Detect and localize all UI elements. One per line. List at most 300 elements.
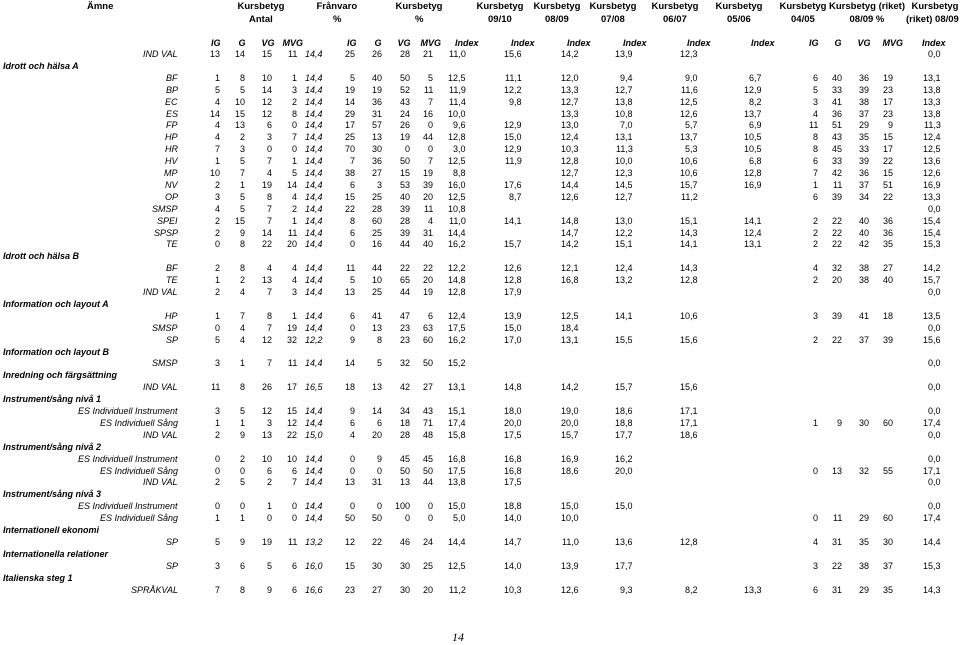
header-row3-cell: IG — [347, 38, 357, 48]
row-label: HP — [165, 310, 178, 321]
header-row3-cell: MVG — [420, 38, 442, 48]
table-cell: 7 — [267, 156, 273, 167]
table-cell: 41 — [832, 96, 843, 107]
table-cell: 6 — [813, 156, 819, 167]
row-label: HP — [165, 132, 178, 143]
table-cell: 4 — [215, 203, 221, 214]
table-cell: 9 — [837, 417, 843, 428]
table-cell: 19 — [883, 72, 894, 83]
table-cell: 8 — [240, 382, 246, 393]
table-cell: 10 — [287, 453, 298, 464]
table-cell: 8 — [813, 144, 819, 155]
table-cell: 28 — [400, 215, 411, 226]
table-cell: 13,1 — [448, 382, 466, 393]
table-cell: 25 — [345, 132, 356, 143]
table-cell: 11 — [211, 382, 221, 393]
table-cell: 14 — [262, 227, 273, 238]
table-cell: 12,0 — [561, 72, 579, 83]
table-cell: 0 — [215, 322, 221, 333]
table-cell: 55 — [883, 465, 894, 476]
table-cell: 15,0 — [504, 322, 522, 333]
table-cell: 15,1 — [615, 239, 633, 250]
table-cell: 9 — [240, 227, 246, 238]
table-cell: 30 — [859, 417, 870, 428]
row-label: IND VAL — [143, 477, 178, 488]
table-cell: 8,2 — [685, 584, 698, 595]
table-cell: 7 — [215, 144, 221, 155]
header-row2-cell: 07/08 — [601, 14, 625, 25]
row-label: BF — [166, 263, 178, 274]
table-cell: 60 — [423, 334, 434, 345]
table-cell: 5 — [240, 156, 246, 167]
header-row2-cell: Antal — [249, 14, 273, 25]
table-cell: 32 — [832, 263, 843, 274]
table-cell: 6 — [428, 310, 434, 321]
table-cell: 4 — [350, 429, 356, 440]
table-cell: 12,5 — [448, 72, 466, 83]
table-cell: 7 — [292, 477, 298, 488]
table-cell: 9 — [240, 536, 246, 547]
table-cell: 14,4 — [305, 287, 323, 297]
table-cell: 13,3 — [923, 96, 941, 107]
table-cell: 13,1 — [615, 132, 633, 143]
table-cell: 13 — [262, 429, 273, 440]
table-cell: 0,0 — [928, 203, 941, 214]
table-cell: 14,4 — [448, 536, 466, 547]
table-cell: 0 — [813, 465, 819, 476]
table-cell: 0,0 — [928, 453, 941, 464]
header-row3-cell: VG — [857, 38, 871, 48]
section-heading: Idrott och hälsa B — [3, 251, 80, 262]
table-cell: 0,0 — [928, 406, 941, 416]
table-cell: 7 — [428, 96, 434, 107]
table-cell: 0,0 — [928, 287, 941, 297]
table-cell: 14 — [345, 96, 356, 107]
section-heading: Internationell ekonomi — [3, 525, 100, 535]
table-cell: 7 — [350, 156, 356, 167]
table-cell: 7 — [215, 584, 221, 595]
table-cell: 2 — [215, 227, 221, 238]
table-cell: 12,6 — [680, 108, 698, 119]
table-cell: 18,6 — [615, 406, 633, 416]
table-cell: 12,8 — [680, 536, 698, 547]
table-cell: 10 — [262, 453, 273, 464]
table-cell: 13,8 — [923, 84, 941, 95]
table-cell: 22 — [400, 263, 411, 274]
table-cell: 40 — [423, 239, 434, 250]
table-cell: 13 — [210, 49, 221, 59]
table-cell: 57 — [372, 120, 383, 131]
table-cell: 9,4 — [620, 72, 633, 83]
table-cell: 5 — [215, 334, 221, 345]
table-cell: 39 — [883, 334, 894, 345]
table-cell: 14,1 — [615, 310, 633, 321]
table-cell: 11,2 — [681, 191, 698, 202]
table-cell: 14,0 — [504, 513, 522, 524]
table-cell: 9,0 — [685, 72, 698, 83]
section-heading: Inredning och färgsättning — [3, 370, 117, 381]
table-cell: 12,6 — [561, 584, 579, 595]
table-cell: 6 — [267, 120, 273, 131]
table-cell: 16,2 — [615, 453, 633, 464]
table-cell: 13,7 — [680, 132, 698, 143]
table-cell: 15,0 — [448, 501, 466, 512]
table-cell: 45 — [400, 453, 411, 464]
table-cell: 13 — [400, 477, 411, 488]
table-cell: 12 — [345, 536, 356, 547]
table-cell: 11,0 — [449, 215, 466, 226]
table-cell: 22 — [372, 536, 383, 547]
table-cell: 15,0 — [615, 501, 633, 512]
table-cell: 16,8 — [504, 453, 522, 464]
table-cell: 16,9 — [923, 179, 941, 190]
table-cell: 1 — [240, 417, 246, 428]
table-cell: 14,4 — [305, 108, 323, 119]
table-cell: 4 — [267, 263, 273, 274]
table-cell: 13,0 — [561, 120, 579, 131]
table-cell: 0 — [292, 120, 298, 131]
table-cell: 14,4 — [305, 215, 323, 226]
row-label: NV — [165, 179, 178, 190]
table-cell: 13 — [235, 120, 246, 131]
table-cell: 12 — [262, 108, 273, 119]
table-cell: 17,7 — [615, 429, 633, 440]
table-cell: 25 — [423, 560, 434, 571]
table-cell: 12 — [287, 417, 298, 428]
table-cell: 35 — [859, 132, 870, 143]
table-cell: 1 — [813, 417, 819, 428]
header-row2-cell: % — [415, 14, 424, 25]
table-cell: 13,3 — [561, 108, 579, 119]
table-cell: 60 — [883, 513, 894, 524]
table-cell: 12 — [262, 96, 273, 107]
table-cell: 10 — [372, 275, 383, 286]
table-cell: 22 — [832, 239, 843, 250]
row-label: IND VAL — [143, 49, 178, 59]
table-cell: 14,4 — [305, 191, 323, 202]
row-label: SP — [166, 560, 179, 571]
table-cell: 5 — [813, 84, 819, 95]
table-cell: 0 — [405, 513, 411, 524]
row-label: EC — [165, 96, 178, 107]
row-label: OP — [165, 191, 179, 202]
table-cell: 15 — [235, 215, 246, 226]
table-cell: 19 — [262, 536, 273, 547]
table-cell: 12,5 — [448, 560, 466, 571]
table-cell: 22 — [832, 560, 843, 571]
header-row3-cell: VG — [397, 38, 411, 48]
table-cell: 23 — [400, 322, 411, 333]
table-cell: 14,4 — [305, 239, 323, 250]
table-cell: 13,9 — [561, 560, 579, 571]
table-cell: 20 — [832, 275, 843, 286]
table-cell: 33 — [832, 84, 843, 95]
table-cell: 12,8 — [504, 275, 522, 286]
table-cell: 16 — [372, 239, 383, 250]
table-cell: 17 — [345, 120, 356, 131]
table-cell: 10,3 — [561, 144, 579, 155]
table-cell: 11 — [424, 203, 434, 214]
table-cell: 27 — [423, 382, 434, 393]
table-cell: 2 — [267, 477, 273, 488]
table-cell: 12,6 — [923, 168, 941, 178]
section-heading: Information och layout A — [3, 298, 109, 309]
row-label: FP — [166, 120, 178, 131]
header-row1-cell: Kursbetyg — [779, 1, 827, 12]
table-cell: 12,2 — [504, 84, 522, 95]
table-cell: 17,4 — [923, 417, 941, 428]
table-cell: 15,4 — [923, 227, 941, 238]
table-cell: 14 — [210, 108, 221, 119]
table-cell: 19 — [372, 84, 383, 95]
table-cell: 14,3 — [923, 584, 941, 595]
row-label: HR — [165, 144, 178, 155]
table-cell: 29 — [859, 120, 870, 131]
table-cell: 17,5 — [448, 465, 466, 476]
table-cell: 41 — [372, 310, 383, 321]
table-cell: 13,3 — [744, 584, 762, 595]
header-row1-cell: Frånvaro — [316, 1, 358, 12]
table-cell: 12,4 — [448, 310, 466, 321]
table-cell: 13 — [372, 322, 383, 333]
table-cell: 5 — [240, 477, 246, 488]
table-cell: 15,6 — [680, 334, 698, 345]
table-cell: 14,4 — [305, 227, 323, 238]
table-cell: 14,4 — [305, 49, 323, 59]
table-cell: 19 — [287, 322, 298, 333]
table-cell: 6,8 — [749, 156, 762, 167]
table-cell: 5 — [350, 275, 356, 286]
table-cell: 0 — [350, 322, 356, 333]
table-cell: 1 — [215, 310, 221, 321]
table-cell: 11,0 — [449, 49, 466, 59]
section-heading: Instrument/sång nivå 3 — [3, 489, 102, 500]
table-cell: 1 — [292, 310, 298, 321]
table-cell: 5 — [240, 406, 246, 416]
table-cell: 10 — [235, 96, 246, 107]
row-label: SMSP — [152, 358, 178, 369]
header-row1-cell: Kursbetyg — [715, 1, 763, 12]
table-cell: 16,0 — [448, 179, 466, 190]
table-cell: 4 — [267, 168, 273, 178]
table-cell: 9,3 — [620, 584, 633, 595]
table-cell: 12,9 — [744, 84, 762, 95]
table-cell: 25 — [372, 191, 383, 202]
table-cell: 22 — [883, 191, 894, 202]
table-cell: 1 — [240, 179, 246, 190]
table-cell: 5 — [240, 191, 246, 202]
table-cell: 5 — [428, 72, 434, 83]
header-row3-cell: Index — [511, 38, 535, 48]
table-cell: 16,9 — [744, 179, 762, 190]
table-cell: 0 — [813, 513, 819, 524]
table-cell: 14,4 — [305, 132, 323, 143]
table-cell: 11,3 — [616, 144, 633, 155]
table-cell: 15 — [883, 132, 894, 143]
table-cell: 2 — [215, 179, 221, 190]
table-cell: 12,4 — [561, 132, 579, 143]
table-cell: 4 — [813, 108, 819, 119]
table-cell: 16,9 — [561, 453, 579, 464]
table-cell: 15,6 — [923, 334, 941, 345]
table-cell: 13,8 — [923, 108, 941, 119]
table-cell: 33 — [832, 156, 843, 167]
table-cell: 16,2 — [448, 239, 466, 250]
table-cell: 16,0 — [305, 560, 323, 571]
table-cell: 6 — [240, 560, 246, 571]
table-cell: 30 — [372, 560, 383, 571]
table-cell: 15,6 — [680, 382, 698, 393]
table-cell: 27 — [883, 263, 894, 274]
table-cell: 34 — [859, 191, 870, 202]
table-cell: 50 — [372, 513, 383, 524]
table-cell: 50 — [400, 156, 411, 167]
table-cell: 6,9 — [749, 120, 762, 131]
table-cell: 20 — [423, 191, 434, 202]
table-cell: 38 — [859, 275, 870, 286]
header-row2-cell: 06/07 — [663, 14, 687, 25]
table-cell: 13,7 — [744, 108, 762, 119]
table-cell: 28 — [372, 203, 383, 214]
table-cell: 7 — [428, 156, 434, 167]
table-cell: 22 — [345, 203, 356, 214]
table-cell: 2 — [813, 275, 819, 286]
table-cell: 16,6 — [305, 584, 323, 595]
table-cell: 22 — [262, 239, 273, 250]
row-label: SMSP — [152, 322, 178, 333]
table-cell: 4 — [292, 275, 298, 286]
table-cell: 12,5 — [923, 144, 941, 155]
table-cell: 3 — [267, 417, 273, 428]
table-cell: 29 — [859, 584, 870, 595]
table-cell: 1 — [292, 215, 298, 226]
table-cell: 38 — [859, 263, 870, 274]
table-cell: 14,0 — [504, 560, 522, 571]
table-cell: 14 — [262, 84, 273, 95]
table-cell: 8 — [813, 132, 819, 143]
table-cell: 4 — [240, 287, 246, 297]
table-cell: 14,2 — [923, 263, 941, 274]
table-cell: 6 — [350, 179, 356, 190]
table-cell: 50 — [400, 72, 411, 83]
table-cell: 44 — [400, 239, 411, 250]
table-cell: 8 — [240, 584, 246, 595]
table-cell: 12,5 — [680, 96, 698, 107]
header-row3-cell: G — [834, 38, 842, 48]
table-cell: 42 — [859, 239, 870, 250]
table-cell: 45 — [832, 144, 843, 155]
table-cell: 14,4 — [305, 96, 323, 107]
table-cell: 11,0 — [562, 536, 579, 547]
header-row1-cell: Ämne — [87, 1, 114, 12]
table-cell: 3 — [813, 560, 819, 571]
table-cell: 7 — [267, 322, 273, 333]
table-cell: 15 — [287, 406, 298, 416]
table-cell: 17,6 — [504, 179, 522, 190]
table-cell: 16,8 — [504, 465, 522, 476]
table-cell: 13 — [832, 465, 843, 476]
table-cell: 12,4 — [615, 263, 633, 274]
table-cell: 10,5 — [744, 144, 762, 155]
table-cell: 12,9 — [504, 120, 522, 131]
table-cell: 13 — [262, 275, 273, 286]
table-cell: 13 — [345, 287, 356, 297]
table-cell: 17,7 — [615, 560, 633, 571]
section-heading: Information och layout B — [3, 346, 110, 357]
table-cell: 12,5 — [448, 156, 466, 167]
table-cell: 20 — [372, 429, 383, 440]
table-cell: 10,8 — [448, 203, 466, 214]
table-cell: 9 — [350, 406, 356, 416]
table-cell: 12,4 — [923, 132, 941, 143]
table-cell: 0 — [215, 239, 221, 250]
table-cell: 13,3 — [561, 84, 579, 95]
table-cell: 36 — [883, 215, 894, 226]
table-cell: 9 — [240, 429, 246, 440]
header-row3-cell: MVG — [882, 38, 904, 48]
table-cell: 11,4 — [449, 96, 466, 107]
table-cell: 23 — [883, 84, 894, 95]
row-label: IND VAL — [143, 287, 178, 297]
table-cell: 38 — [859, 96, 870, 107]
table-cell: 13 — [345, 477, 356, 488]
table-cell: 11,6 — [681, 84, 698, 95]
table-cell: 8 — [350, 215, 356, 226]
row-label: HV — [165, 156, 178, 167]
table-cell: 43 — [400, 96, 411, 107]
table-cell: 29 — [345, 108, 356, 119]
table-cell: 14,4 — [305, 358, 323, 369]
table-cell: 31 — [832, 584, 843, 595]
table-cell: 45 — [423, 453, 434, 464]
table-cell: 6 — [292, 584, 298, 595]
table-cell: 3,0 — [453, 144, 466, 155]
table-cell: 1 — [240, 513, 246, 524]
table-cell: 17 — [883, 144, 894, 155]
table-cell: 12,8 — [448, 287, 466, 297]
header-row1-cell: Kursbetyg — [237, 1, 285, 12]
table-cell: 31 — [372, 477, 383, 488]
table-cell: 8 — [267, 191, 273, 202]
table-cell: 0,0 — [928, 322, 941, 333]
table-cell: 2 — [215, 215, 221, 226]
table-cell: 13,2 — [305, 536, 323, 547]
table-cell: 17 — [883, 96, 894, 107]
table-cell: 11 — [288, 536, 298, 547]
table-cell: 19 — [262, 179, 273, 190]
table-cell: 38 — [345, 168, 356, 178]
table-cell: 6 — [350, 417, 356, 428]
table-cell: 0 — [240, 501, 246, 512]
table-cell: 15 — [345, 560, 356, 571]
table-cell: 6 — [377, 417, 383, 428]
table-cell: 16 — [423, 108, 434, 119]
table-cell: 6 — [350, 227, 356, 238]
row-label: SPEI — [157, 215, 178, 226]
table-cell: 15,7 — [561, 429, 579, 440]
table-cell: 12,5 — [448, 191, 466, 202]
table-cell: 3 — [267, 132, 273, 143]
table-cell: 8 — [240, 239, 246, 250]
table-cell: 16,5 — [305, 382, 323, 393]
table-cell: 14,4 — [305, 168, 323, 178]
table-cell: 26 — [372, 49, 383, 59]
table-cell: 32 — [859, 465, 870, 476]
table-cell: 0 — [428, 501, 434, 512]
table-cell: 14,2 — [561, 49, 579, 59]
table-cell: 14,1 — [680, 239, 698, 250]
table-cell: 8 — [240, 72, 246, 83]
